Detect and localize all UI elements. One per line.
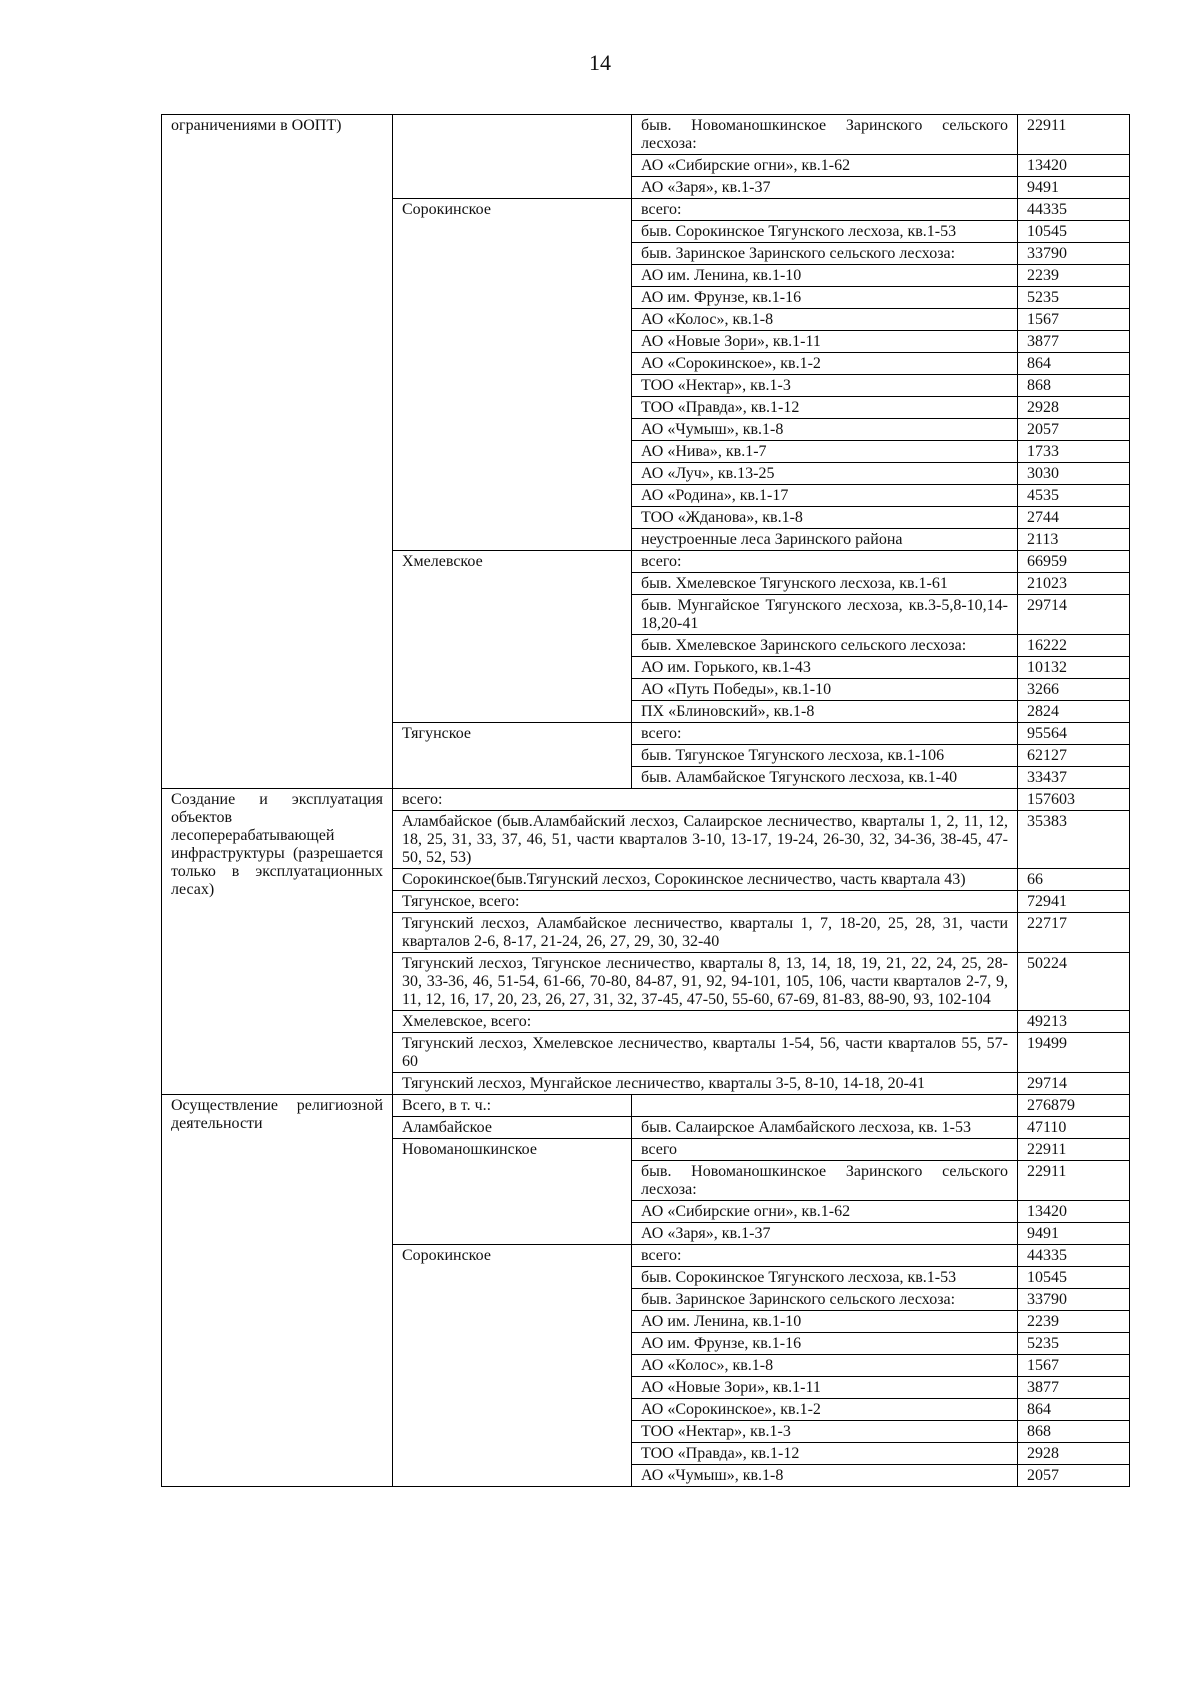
area-cell: 29714: [1018, 595, 1130, 635]
area-cell: 50224: [1018, 953, 1130, 1011]
description-cell: АО «Сорокинское», кв.1-2: [632, 1399, 1018, 1421]
description-cell: АО «Нива», кв.1-7: [632, 441, 1018, 463]
area-cell: 95564: [1018, 723, 1130, 745]
district-cell: Всего, в т. ч.:: [393, 1095, 632, 1117]
description-cell: всего:: [632, 199, 1018, 221]
area-cell: 1567: [1018, 309, 1130, 331]
description-cell: быв. Хмелевское Заринского сельского лесхоза:: [632, 635, 1018, 657]
table-row: [162, 1095, 1130, 1117]
description-cell: АО «Чумыш», кв.1-8: [632, 419, 1018, 441]
district-cell: Новоманошкинское: [393, 1139, 632, 1245]
description-cell: неустроенные леса Заринского района: [632, 529, 1018, 551]
description-cell: АО «Заря», кв.1-37: [632, 1223, 1018, 1245]
area-cell: 2239: [1018, 1311, 1130, 1333]
district-cell: Тягунское: [393, 723, 632, 789]
district-cell: [393, 115, 632, 199]
area-cell: 47110: [1018, 1117, 1130, 1139]
description-cell: АО «Луч», кв.13-25: [632, 463, 1018, 485]
area-cell: 44335: [1018, 1245, 1130, 1267]
description-cell: Аламбайское (быв.Аламбайский лесхоз, Салаирское лесничество, кварталы 1, 2, 11, 12, 18, 25, 31, 33, 37, 46, 51, части кварталов 3-10, 13-17, 19-24, 26-30, 32, 34-36, 38-45, 47-50, 52, 53): [393, 811, 1018, 869]
area-cell: 868: [1018, 375, 1130, 397]
description-cell: быв. Заринское Заринского сельского лесхоза:: [632, 1289, 1018, 1311]
area-cell: 5235: [1018, 287, 1130, 309]
forest-area-table: [161, 114, 1130, 1487]
description-cell: ТОО «Правда», кв.1-12: [632, 397, 1018, 419]
area-cell: 66959: [1018, 551, 1130, 573]
description-cell: АО «Колос», кв.1-8: [632, 309, 1018, 331]
area-cell: 5235: [1018, 1333, 1130, 1355]
area-cell: 3877: [1018, 331, 1130, 353]
area-cell: 66: [1018, 869, 1130, 891]
purpose-cell: Осуществление религиозной деятельности: [162, 1095, 393, 1487]
description-cell: быв. Заринское Заринского сельского лесхоза:: [632, 243, 1018, 265]
description-cell: [632, 1095, 1018, 1117]
description-cell: АО им. Горького, кв.1-43: [632, 657, 1018, 679]
area-cell: 1733: [1018, 441, 1130, 463]
area-cell: 22911: [1018, 1139, 1130, 1161]
description-cell: АО «Сибирские огни», кв.1-62: [632, 155, 1018, 177]
description-cell: АО им. Ленина, кв.1-10: [632, 1311, 1018, 1333]
area-cell: 9491: [1018, 177, 1130, 199]
description-cell: АО «Заря», кв.1-37: [632, 177, 1018, 199]
area-cell: 22717: [1018, 913, 1130, 953]
description-cell: быв. Мунгайское Тягунского лесхоза, кв.3-5,8-10,14-18,20-41: [632, 595, 1018, 635]
area-cell: 157603: [1018, 789, 1130, 811]
area-cell: 62127: [1018, 745, 1130, 767]
description-cell: быв. Новоманошкинское Заринского сельского лесхоза:: [632, 1161, 1018, 1201]
area-cell: 10545: [1018, 221, 1130, 243]
area-cell: 3877: [1018, 1377, 1130, 1399]
area-cell: 9491: [1018, 1223, 1130, 1245]
area-cell: 2113: [1018, 529, 1130, 551]
description-cell: Тягунский лесхоз, Тягунское лесничество, кварталы 8, 13, 14, 18, 19, 21, 22, 24, 25, 28-30, 33-36, 46, 51-54, 61-66, 70-80, 84-87, 91, 92, 94-101, 105, 106, части кварталов 2-7, 9, 11, 12, 16, 17, 20, 23, 26, 27, 31, 32, 37-45, 47-50, 55-60, 67-69, 81-83, 88-90, 93, 102-104: [393, 953, 1018, 1011]
description-cell: АО «Колос», кв.1-8: [632, 1355, 1018, 1377]
area-cell: 49213: [1018, 1011, 1130, 1033]
description-cell: ТОО «Нектар», кв.1-3: [632, 1421, 1018, 1443]
description-cell: всего:: [632, 551, 1018, 573]
area-cell: 22911: [1018, 115, 1130, 155]
description-cell: Тягунское, всего:: [393, 891, 1018, 913]
area-cell: 35383: [1018, 811, 1130, 869]
description-cell: быв. Новоманошкинское Заринского сельского лесхоза:: [632, 115, 1018, 155]
page-number: 14: [589, 50, 611, 75]
table-row: [162, 789, 1130, 811]
description-cell: Тягунский лесхоз, Хмелевское лесничество, кварталы 1-54, 56, части кварталов 55, 57-60: [393, 1033, 1018, 1073]
area-cell: 22911: [1018, 1161, 1130, 1201]
area-cell: 4535: [1018, 485, 1130, 507]
description-cell: быв. Салаирское Аламбайского лесхоза, кв. 1-53: [632, 1117, 1018, 1139]
description-cell: всего: [632, 1139, 1018, 1161]
area-cell: 13420: [1018, 155, 1130, 177]
district-cell: Аламбайское: [393, 1117, 632, 1139]
area-cell: 33790: [1018, 243, 1130, 265]
area-cell: 13420: [1018, 1201, 1130, 1223]
description-cell: АО им. Фрунзе, кв.1-16: [632, 1333, 1018, 1355]
area-cell: 3030: [1018, 463, 1130, 485]
purpose-cell: ограничениями в ООПТ): [162, 115, 393, 789]
description-cell: всего:: [393, 789, 1018, 811]
description-cell: быв. Тягунское Тягунского лесхоза, кв.1-106: [632, 745, 1018, 767]
description-cell: АО им. Ленина, кв.1-10: [632, 265, 1018, 287]
area-cell: 33437: [1018, 767, 1130, 789]
area-cell: 868: [1018, 1421, 1130, 1443]
description-cell: быв. Сорокинское Тягунского лесхоза, кв.1-53: [632, 1267, 1018, 1289]
description-cell: АО «Родина», кв.1-17: [632, 485, 1018, 507]
area-cell: 3266: [1018, 679, 1130, 701]
description-cell: АО «Чумыш», кв.1-8: [632, 1465, 1018, 1487]
description-cell: всего:: [632, 1245, 1018, 1267]
description-cell: Хмелевское, всего:: [393, 1011, 1018, 1033]
purpose-cell: Создание и эксплуатация объектов лесоперерабатывающей инфраструктуры (разрешается только в эксплуатационных лесах): [162, 789, 393, 1095]
area-cell: 864: [1018, 353, 1130, 375]
district-cell: Сорокинское: [393, 199, 632, 551]
description-cell: ПХ «Блиновский», кв.1-8: [632, 701, 1018, 723]
table-row: [162, 115, 1130, 155]
description-cell: Тягунский лесхоз, Аламбайское лесничество, кварталы 1, 7, 18-20, 25, 28, 31, части кварталов 2-6, 8-17, 21-24, 26, 27, 29, 30, 32-40: [393, 913, 1018, 953]
description-cell: АО «Сибирские огни», кв.1-62: [632, 1201, 1018, 1223]
description-cell: быв. Хмелевское Тягунского лесхоза, кв.1-61: [632, 573, 1018, 595]
description-cell: всего:: [632, 723, 1018, 745]
area-cell: 10132: [1018, 657, 1130, 679]
area-cell: 72941: [1018, 891, 1130, 913]
area-cell: 44335: [1018, 199, 1130, 221]
area-cell: 21023: [1018, 573, 1130, 595]
description-cell: ТОО «Жданова», кв.1-8: [632, 507, 1018, 529]
area-cell: 16222: [1018, 635, 1130, 657]
description-cell: ТОО «Правда», кв.1-12: [632, 1443, 1018, 1465]
description-cell: АО «Новые Зори», кв.1-11: [632, 1377, 1018, 1399]
area-cell: 2928: [1018, 1443, 1130, 1465]
description-cell: АО им. Фрунзе, кв.1-16: [632, 287, 1018, 309]
area-cell: 2928: [1018, 397, 1130, 419]
description-cell: Тягунский лесхоз, Мунгайское лесничество, кварталы 3-5, 8-10, 14-18, 20-41: [393, 1073, 1018, 1095]
description-cell: АО «Новые Зори», кв.1-11: [632, 331, 1018, 353]
area-cell: 276879: [1018, 1095, 1130, 1117]
area-cell: 10545: [1018, 1267, 1130, 1289]
district-cell: Хмелевское: [393, 551, 632, 723]
description-cell: быв. Аламбайское Тягунского лесхоза, кв.1-40: [632, 767, 1018, 789]
area-cell: 2239: [1018, 265, 1130, 287]
area-cell: 33790: [1018, 1289, 1130, 1311]
district-cell: Сорокинское: [393, 1245, 632, 1487]
area-cell: 29714: [1018, 1073, 1130, 1095]
description-cell: ТОО «Нектар», кв.1-3: [632, 375, 1018, 397]
description-cell: Сорокинское(быв.Тягунский лесхоз, Сорокинское лесничество, часть квартала 43): [393, 869, 1018, 891]
area-cell: 2057: [1018, 1465, 1130, 1487]
area-cell: 19499: [1018, 1033, 1130, 1073]
description-cell: быв. Сорокинское Тягунского лесхоза, кв.1-53: [632, 221, 1018, 243]
area-cell: 864: [1018, 1399, 1130, 1421]
area-cell: 2824: [1018, 701, 1130, 723]
area-cell: 2057: [1018, 419, 1130, 441]
area-cell: 2744: [1018, 507, 1130, 529]
area-cell: 1567: [1018, 1355, 1130, 1377]
description-cell: АО «Сорокинское», кв.1-2: [632, 353, 1018, 375]
description-cell: АО «Путь Победы», кв.1-10: [632, 679, 1018, 701]
